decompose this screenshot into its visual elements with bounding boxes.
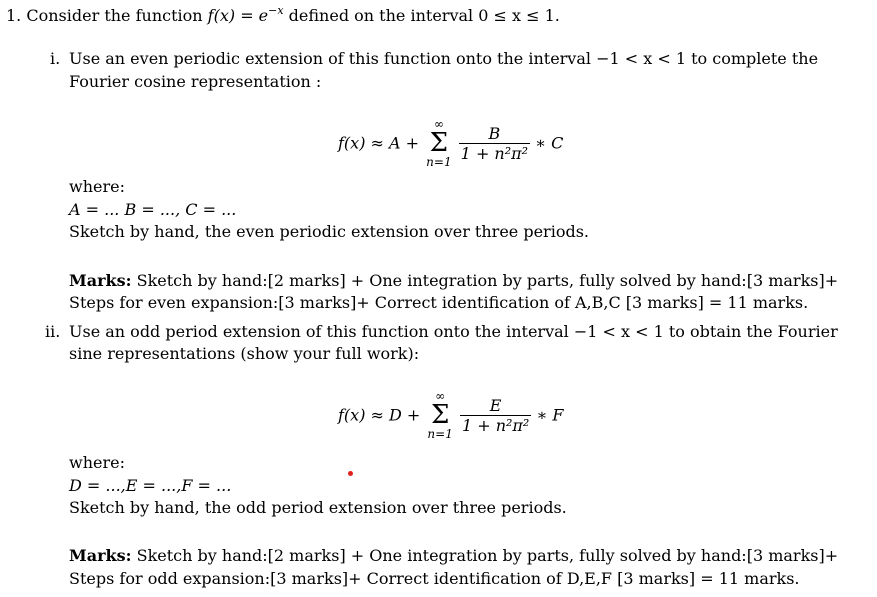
marks-label: Marks: bbox=[69, 546, 132, 565]
fraction-denominator: 1 + n²π² bbox=[461, 415, 530, 435]
sigma-symbol: Σ bbox=[429, 128, 449, 158]
sine-formula bbox=[338, 390, 564, 440]
formula-tail: ∗ C bbox=[535, 133, 564, 153]
formula-lhs: f(x) ≈ D + bbox=[338, 405, 421, 425]
part-ii-line2: sine representations (show your full work): bbox=[69, 344, 420, 363]
function-definition: f(x) = e bbox=[207, 6, 269, 25]
function-exponent: −x bbox=[268, 4, 284, 17]
where-label: where: bbox=[69, 453, 125, 472]
part-ii-line1: Use an odd period extension of this function onto the interval −1 < x < 1 to obtain the Fourier bbox=[69, 322, 838, 341]
coefficient-blanks: A = ... B = ..., C = ... bbox=[69, 200, 237, 219]
summation bbox=[427, 390, 452, 440]
fraction bbox=[459, 124, 530, 163]
coefficient-blanks: D = ...,E = ...,F = ... bbox=[69, 476, 232, 495]
problem-number: 1. bbox=[6, 6, 22, 25]
annotation-dot bbox=[348, 471, 353, 476]
fraction-denominator: 1 + n²π² bbox=[460, 143, 529, 163]
sketch-instruction: Sketch by hand, the even periodic extension over three periods. bbox=[69, 222, 589, 241]
sum-lower: n=1 bbox=[427, 427, 453, 441]
problem-statement bbox=[6, 6, 560, 25]
fraction-numerator: B bbox=[488, 123, 501, 143]
sigma-symbol: Σ bbox=[430, 400, 450, 430]
marks-detail: Sketch by hand:[2 marks] + One integration by parts, fully solved by hand:[3 marks]+ bbox=[136, 546, 839, 565]
marks-detail: Sketch by hand:[2 marks] + One integration by parts, fully solved by hand:[3 marks]+ bbox=[136, 271, 839, 290]
marks-line-2: Steps for even expansion:[3 marks]+ Correct identification of A,B,C [3 marks] = 11 marks. bbox=[69, 293, 809, 312]
fraction bbox=[460, 396, 531, 435]
sum-lower: n=1 bbox=[426, 155, 452, 169]
problem-intro: Consider the function bbox=[26, 6, 203, 25]
summation bbox=[426, 118, 451, 168]
marks-line-2: Steps for odd expansion:[3 marks]+ Correct identification of D,E,F [3 marks] = 11 marks. bbox=[69, 569, 800, 588]
part-i-label: i. bbox=[50, 49, 61, 68]
formula-tail: ∗ F bbox=[536, 405, 564, 425]
part-i-line2: Fourier cosine representation : bbox=[69, 72, 322, 91]
marks-label: Marks: bbox=[69, 271, 132, 290]
marks-line-1 bbox=[69, 271, 838, 290]
part-i-line1: Use an even periodic extension of this function onto the interval −1 < x < 1 to complete the bbox=[69, 49, 819, 68]
problem-interval: defined on the interval 0 ≤ x ≤ 1. bbox=[288, 6, 560, 25]
sum-upper: ∞ bbox=[433, 117, 444, 131]
sketch-instruction: Sketch by hand, the odd period extension over three periods. bbox=[69, 498, 567, 517]
fraction-numerator: E bbox=[489, 395, 502, 415]
cosine-formula bbox=[338, 118, 563, 168]
where-label: where: bbox=[69, 177, 125, 196]
formula-lhs: f(x) ≈ A + bbox=[338, 133, 420, 153]
part-ii-label: ii. bbox=[45, 322, 61, 341]
marks-line-1 bbox=[69, 546, 838, 565]
sum-upper: ∞ bbox=[435, 389, 446, 403]
